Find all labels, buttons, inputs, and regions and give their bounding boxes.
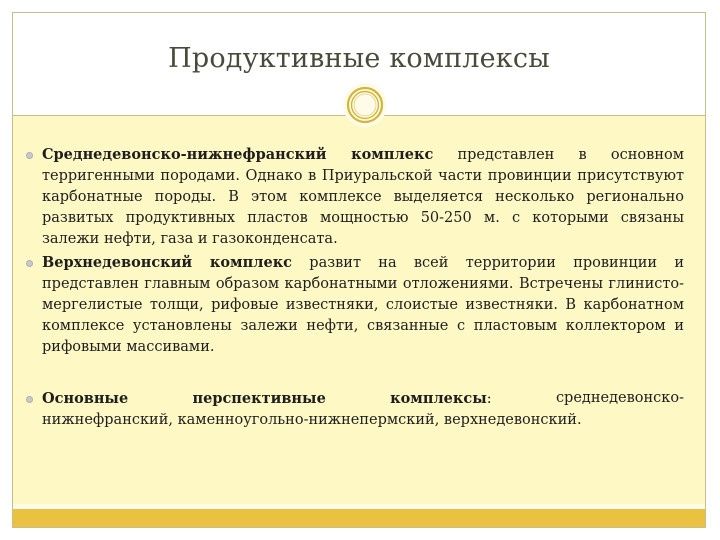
bullet-2-highlight: Верхнедевонский комплекс: [42, 254, 292, 271]
bullet-3-rest: нижнефранский, каменноугольно-нижнепермский, верхнедевонский.: [42, 412, 582, 428]
bullet-3-word-2: перспективные: [192, 390, 326, 407]
bullet-list: [26, 144, 684, 433]
bullet-3-line-end: среднедевонско-: [555, 390, 684, 406]
bullet-3-word-3: комплексы: [390, 390, 487, 407]
bullet-item-1: [26, 144, 684, 250]
bullet-item-2: [26, 252, 684, 358]
bullet-3-first-line: [42, 388, 684, 410]
bullet-dot-icon: [26, 152, 33, 159]
bullet-1-text: представлен в основном терригенными породами. Однако в Приуральской части провинции присутствуют карбонатные породы. В этом комплексе выделяется несколько регионально развитых продуктивных пластов мощностью 50-250 м. с которыми связаны залежи нефти, газа и газоконденсата.: [42, 147, 684, 247]
bottom-accent-bar: [13, 509, 705, 527]
slide-title: Продуктивные комплексы: [168, 43, 550, 74]
bullet-3-word-1: Основные: [42, 390, 129, 407]
bullet-1-highlight: Среднедевонско-нижнефранский комплекс: [42, 146, 434, 163]
bullet-3-colon: :: [486, 391, 492, 407]
circle-wreath-icon: [343, 83, 387, 127]
bullet-dot-icon: [26, 396, 33, 403]
bullet-3-word-3-group: [390, 388, 492, 410]
bullet-dot-icon: [26, 260, 33, 267]
bullet-item-3: [26, 388, 684, 431]
bullet-2-text: развит на всей территории провинции и представлен главным образом карбонатными отложениями. Встречены глинисто-мергелистые толщи, рифовые известняки, слоистые известняки. В карбонатном комплексе установлены залежи нефти, связанные с пластовым коллектором и рифовыми массивами.: [42, 255, 684, 355]
